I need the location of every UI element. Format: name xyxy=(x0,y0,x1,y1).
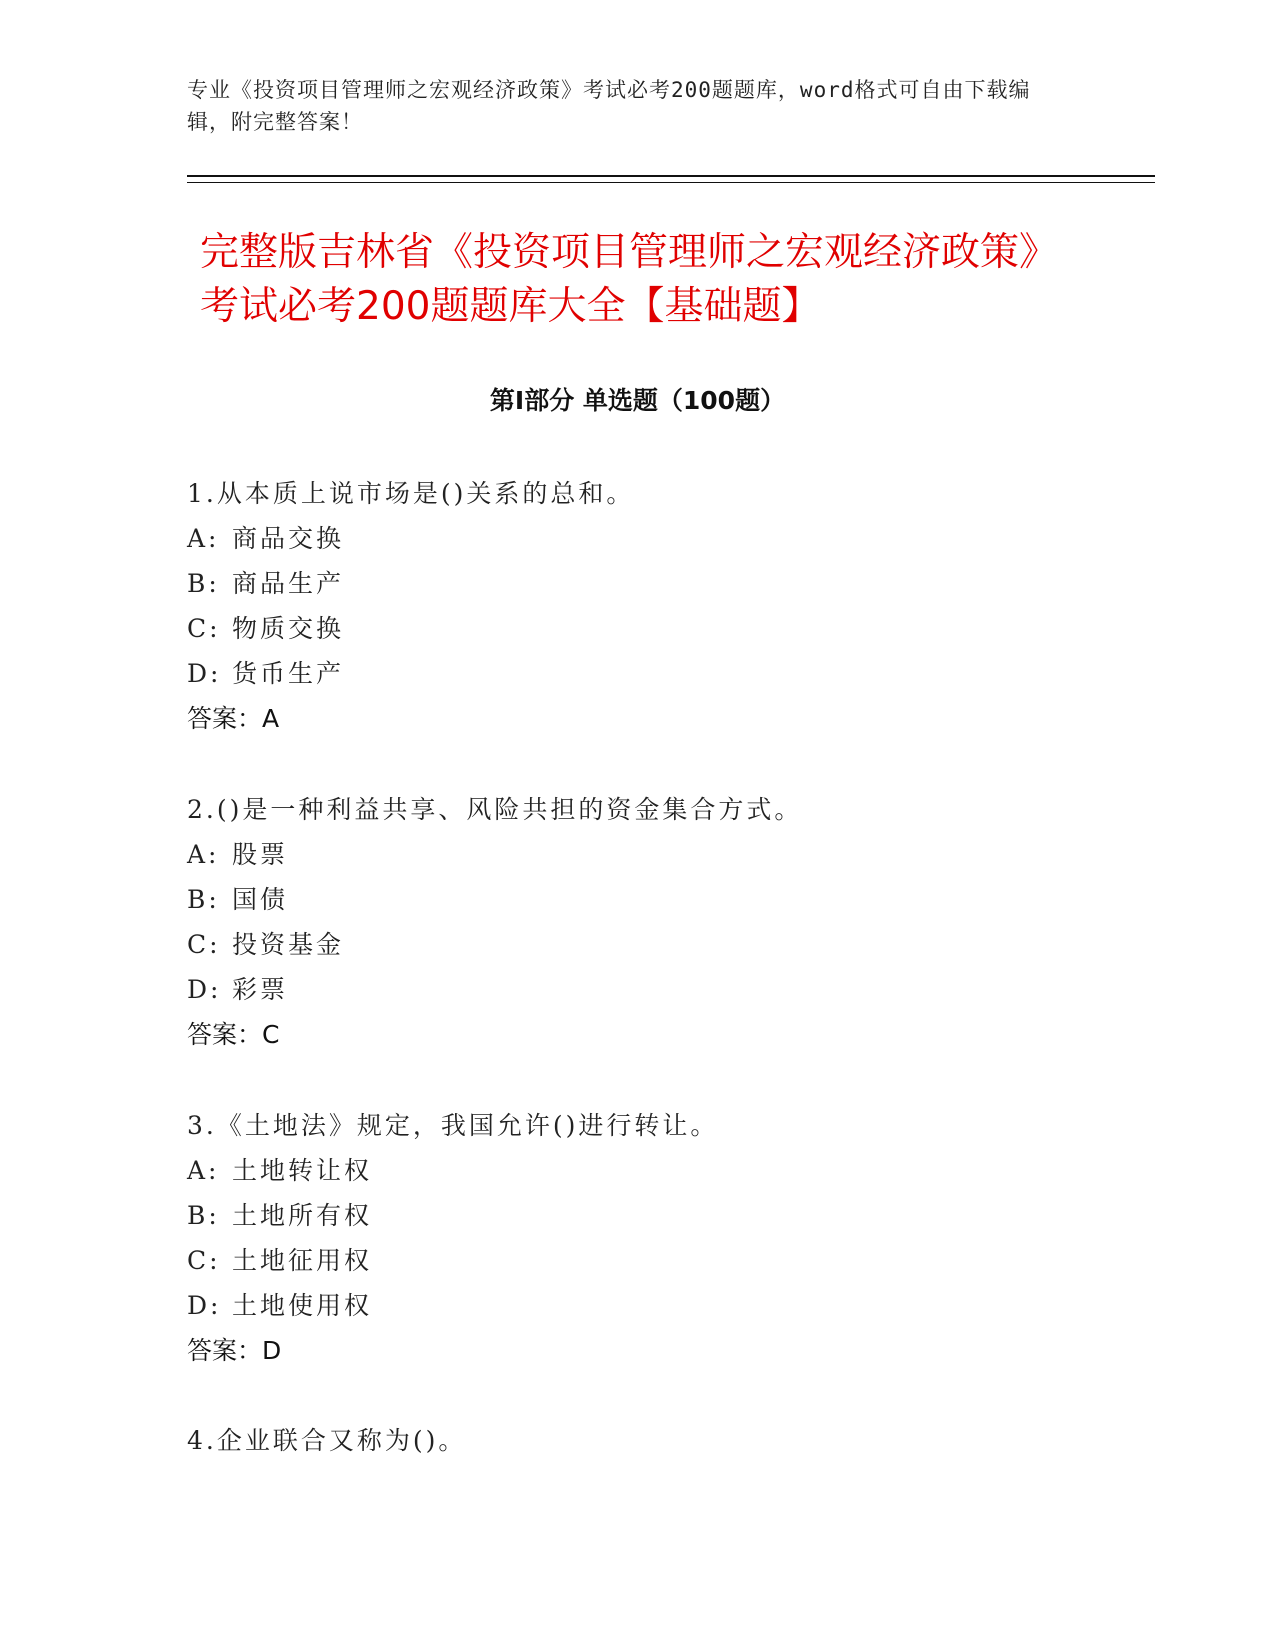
option-c xyxy=(187,606,1107,651)
option-d xyxy=(187,1283,1107,1328)
question-4 xyxy=(187,1418,1107,1463)
option-text: 彩票 xyxy=(232,975,289,1004)
option-text: 股票 xyxy=(232,840,289,869)
option-letter: A: xyxy=(187,840,220,869)
question-2 xyxy=(187,787,1107,1057)
option-letter: C: xyxy=(187,930,221,959)
document-title: 完整版吉林省《投资项目管理师之宏观经济政策》考试必考200题题库大全【基础题】 xyxy=(200,230,1059,329)
option-letter: D: xyxy=(187,975,222,1004)
option-text: 商品生产 xyxy=(232,569,345,598)
option-letter: B: xyxy=(187,1201,220,1230)
option-text: 投资基金 xyxy=(232,930,345,959)
option-b xyxy=(187,877,1107,922)
option-text: 物质交换 xyxy=(232,614,345,643)
option-letter: D: xyxy=(187,1291,222,1320)
option-text: 商品交换 xyxy=(232,524,345,553)
answer-line: 答案：A xyxy=(187,704,280,733)
question-stem: 2.()是一种利益共享、风险共担的资金集合方式。 xyxy=(187,795,803,824)
option-text: 土地征用权 xyxy=(232,1246,373,1275)
option-text: 土地所有权 xyxy=(232,1201,373,1230)
option-letter: B: xyxy=(187,569,220,598)
option-text: 国债 xyxy=(232,885,289,914)
option-letter: A: xyxy=(187,1156,220,1185)
option-letter: C: xyxy=(187,1246,221,1275)
answer-line: 答案：D xyxy=(187,1336,282,1365)
option-a xyxy=(187,832,1107,877)
header-note: 专业《投资项目管理师之宏观经济政策》考试必考200题题库，word格式可自由下载编辑，附完整答案！ xyxy=(187,78,1031,134)
option-d xyxy=(187,651,1107,696)
question-1 xyxy=(187,471,1107,741)
option-text: 土地使用权 xyxy=(232,1291,373,1320)
question-stem: 3.《土地法》规定，我国允许()进行转让。 xyxy=(187,1111,719,1140)
option-b xyxy=(187,1193,1107,1238)
header-divider-thin xyxy=(187,182,1155,183)
option-letter: A: xyxy=(187,524,220,553)
option-d xyxy=(187,967,1107,1012)
option-c xyxy=(187,1238,1107,1283)
option-letter: B: xyxy=(187,885,220,914)
option-a xyxy=(187,516,1107,561)
option-b xyxy=(187,561,1107,606)
question-stem: 4.企业联合又称为()。 xyxy=(187,1426,467,1455)
answer-line: 答案：C xyxy=(187,1020,280,1049)
question-stem: 1.从本质上说市场是()关系的总和。 xyxy=(187,479,635,508)
header-divider-thick xyxy=(187,175,1155,177)
option-text: 土地转让权 xyxy=(232,1156,373,1185)
section-heading: 第Ⅰ部分 单选题（100题） xyxy=(489,386,786,415)
option-letter: C: xyxy=(187,614,221,643)
option-c xyxy=(187,922,1107,967)
question-3 xyxy=(187,1103,1107,1373)
option-a xyxy=(187,1148,1107,1193)
option-letter: D: xyxy=(187,659,222,688)
option-text: 货币生产 xyxy=(232,659,345,688)
